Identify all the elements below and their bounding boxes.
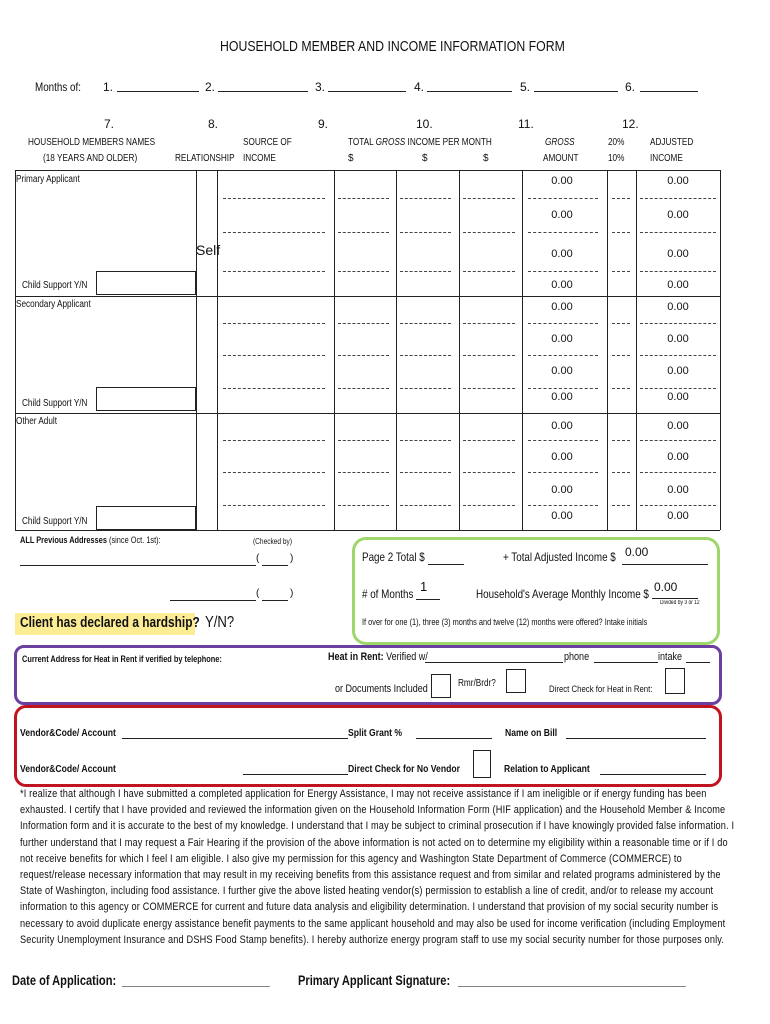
income-entry-m1-field[interactable] — [338, 323, 389, 324]
percent-line — [612, 440, 630, 441]
month-7-num: 7. — [104, 117, 115, 131]
income-entry-m3-field[interactable] — [463, 355, 515, 356]
adjusted-income-value: 0.00 — [667, 484, 689, 496]
header-source-sub: INCOME — [243, 153, 276, 164]
verified-with-field[interactable] — [425, 662, 563, 663]
income-entry-source-field[interactable] — [223, 198, 325, 199]
direct-check-no-vendor-label: Direct Check for No Vendor — [348, 763, 460, 775]
signature-field[interactable]: _____________________________________ — [458, 973, 686, 988]
income-entry-m3-field[interactable] — [463, 323, 515, 324]
month-2-field[interactable] — [218, 91, 308, 92]
income-entry-m3-field[interactable] — [463, 472, 515, 473]
adjusted-income-value: 0.00 — [667, 248, 689, 260]
header-dollar-1: $ — [348, 153, 354, 164]
total-adjusted-value: 0.00 — [625, 545, 649, 559]
income-entry-m3-field[interactable] — [463, 505, 515, 506]
income-entry-m1-field[interactable] — [338, 232, 389, 233]
col-adjusted — [636, 170, 637, 530]
page2-total-field[interactable] — [428, 564, 464, 565]
section-primary: Primary Applicant — [16, 174, 80, 185]
section-secondary: Secondary Applicant — [16, 299, 91, 310]
checked-by-field-2[interactable] — [262, 600, 288, 601]
gross-amount-line — [528, 440, 598, 441]
percent-line — [612, 472, 630, 473]
adjusted-income-value: 0.00 — [667, 391, 689, 403]
adjusted-income-value: 0.00 — [667, 333, 689, 345]
month-5-field[interactable] — [534, 91, 618, 92]
documents-included-checkbox[interactable] — [431, 674, 451, 698]
page-title: HOUSEHOLD MEMBER AND INCOME INFORMATION FORM — [220, 38, 565, 55]
signature-label: Primary Applicant Signature: — [298, 973, 451, 988]
adjusted-income-line — [640, 505, 716, 506]
col-pct — [607, 170, 608, 530]
income-entry-m1-field[interactable] — [338, 388, 389, 389]
month-6-field[interactable] — [640, 91, 698, 92]
gross-amount-value: 0.00 — [551, 209, 573, 221]
percent-line — [612, 355, 630, 356]
vendor-code-field-1[interactable] — [122, 738, 348, 739]
income-entry-m1-field[interactable] — [338, 271, 389, 272]
income-entry-m1-field[interactable] — [338, 505, 389, 506]
header-source: SOURCE OF — [243, 137, 292, 148]
income-entry-m2-field[interactable] — [400, 505, 451, 506]
hardship-yn[interactable]: Y/N? — [205, 614, 235, 631]
avg-monthly-value: 0.00 — [654, 580, 678, 594]
header-gross: GROSS — [545, 137, 575, 148]
child-support-label-1: Child Support Y/N — [22, 280, 88, 291]
month-8-num: 8. — [208, 117, 219, 131]
gross-amount-line — [528, 232, 598, 233]
adjusted-income-value: 0.00 — [667, 451, 689, 463]
gross-amount-value: 0.00 — [551, 248, 573, 260]
direct-check-no-vendor-checkbox[interactable] — [473, 750, 491, 778]
adjusted-income-line — [640, 232, 716, 233]
gross-amount-value: 0.00 — [551, 279, 573, 291]
gross-amount-line — [528, 198, 598, 199]
month-3-field[interactable] — [328, 91, 406, 92]
adjusted-income-line — [640, 440, 716, 441]
header-dollar-3: $ — [483, 153, 489, 164]
relationship-self: Self — [196, 242, 221, 258]
intake-label: intake — [658, 651, 683, 663]
adjusted-income-value: 0.00 — [667, 301, 689, 313]
vendor-code-label-2: Vendor&Code/ Account — [20, 763, 116, 775]
header-adjusted-sub: INCOME — [650, 153, 683, 164]
checked-by-2: ( — [256, 588, 260, 599]
month-1-num: 1. — [103, 80, 114, 94]
gross-amount-line — [528, 323, 598, 324]
header-dollar-2: $ — [422, 153, 428, 164]
hardship-label: Client has declared a hardship? — [20, 615, 200, 631]
percent-line — [612, 505, 630, 506]
name-on-bill-label: Name on Bill — [505, 727, 558, 739]
income-entry-source-field[interactable] — [223, 271, 325, 272]
gross-amount-value: 0.00 — [551, 510, 573, 522]
percent-line — [612, 232, 630, 233]
direct-check-heat-checkbox[interactable] — [665, 668, 685, 694]
income-entry-source-field[interactable] — [223, 388, 325, 389]
adjusted-income-value: 0.00 — [667, 510, 689, 522]
num-months-value: 1 — [420, 579, 428, 594]
heat-in-rent-label: Heat in Rent: Verified w/ — [328, 651, 428, 663]
gross-amount-value: 0.00 — [551, 451, 573, 463]
adjusted-income-line — [640, 198, 716, 199]
checked-by-2-close: ) — [290, 588, 294, 599]
avg-monthly-field[interactable] — [652, 598, 698, 599]
col-month-2 — [396, 170, 397, 530]
intake-field[interactable] — [686, 662, 710, 663]
header-adjusted: ADJUSTED — [650, 137, 694, 148]
header-pct-10: 10% — [608, 153, 625, 164]
header-pct-20: 20% — [608, 137, 625, 148]
income-entry-m3-field[interactable] — [463, 388, 515, 389]
income-entry-source-field[interactable] — [223, 505, 325, 506]
child-support-label-3: Child Support Y/N — [22, 516, 88, 527]
num-months-field[interactable] — [416, 599, 440, 600]
month-3-num: 3. — [315, 80, 326, 94]
col-rel-left — [196, 170, 197, 530]
checked-by-label: (Checked by) — [253, 537, 293, 546]
documents-included-label: or Documents Included — [335, 683, 428, 695]
vendor-code-label-1: Vendor&Code/ Account — [20, 727, 116, 739]
child-support-label-2: Child Support Y/N — [22, 398, 88, 409]
adjusted-income-value: 0.00 — [667, 279, 689, 291]
month-9-num: 9. — [318, 117, 329, 131]
income-entry-m2-field[interactable] — [400, 355, 451, 356]
col-month-1 — [334, 170, 335, 530]
adjusted-income-line — [640, 355, 716, 356]
child-support-field-3[interactable] — [96, 506, 196, 530]
gross-amount-value: 0.00 — [551, 391, 573, 403]
income-entry-m2-field[interactable] — [400, 388, 451, 389]
gross-amount-line — [528, 472, 598, 473]
month-2-num: 2. — [205, 80, 216, 94]
table-top-border — [15, 170, 720, 171]
total-adjusted-field[interactable] — [622, 564, 708, 565]
income-entry-m3-field[interactable] — [463, 440, 515, 441]
previous-addresses-label: ALL Previous Addresses (since Oct. 1st): — [20, 535, 161, 545]
relation-label: Relation to Applicant — [504, 763, 590, 775]
income-entry-m1-field[interactable] — [338, 355, 389, 356]
header-total: TOTAL GROSS INCOME PER MONTH — [348, 137, 492, 148]
percent-line — [612, 198, 630, 199]
gross-amount-value: 0.00 — [551, 333, 573, 345]
total-adjusted-label: + Total Adjusted Income $ — [503, 550, 616, 564]
month-4-field[interactable] — [427, 91, 512, 92]
direct-check-heat-label: Direct Check for Heat in Rent: — [549, 684, 653, 695]
checked-by-field-1[interactable] — [262, 565, 288, 566]
checked-by-1-close: ) — [290, 553, 294, 564]
month-4-num: 4. — [414, 80, 425, 94]
header-relationship: RELATIONSHIP — [175, 153, 235, 164]
child-support-field-1[interactable] — [96, 271, 196, 295]
current-address-label: Current Address for Heat in Rent if verified by telephone: — [22, 654, 222, 664]
table-divider-2 — [15, 413, 720, 414]
adjusted-income-value: 0.00 — [667, 209, 689, 221]
income-entry-m3-field[interactable] — [463, 232, 515, 233]
months-offered-note: If over for one (1), three (3) months and twelve (12) months were offered? Intake initials — [362, 617, 648, 627]
vendor-code-field-2[interactable] — [243, 774, 348, 775]
month-11-num: 11. — [518, 117, 534, 131]
table-right-border — [720, 170, 721, 530]
date-of-application-field[interactable]: ________________________ — [122, 973, 270, 988]
adjusted-income-value: 0.00 — [667, 175, 689, 187]
percent-line — [612, 388, 630, 389]
gross-amount-value: 0.00 — [551, 175, 573, 187]
month-6-num: 6. — [625, 80, 636, 94]
income-entry-m2-field[interactable] — [400, 271, 451, 272]
previous-address-field-2[interactable] — [170, 600, 256, 601]
certification-text: *I realize that although I have submitted a completed application for Energy Assistance, I may not receive assistance if I am ineligible or if energy funding has been exhausted. I certify that I have provided and reviewed the information given on the Household Information Form (HIF application) and the Household Member & Income Information form and it is accurate to the best of my knowledge. I understand that I may be subject to criminal prosecution if I have knowingly provided false information. I further understand that I may request a Fair Hearing if the provision of the above information is not acted on to determine my eligibility within a reasonable time or if I do not receive benefits for which I feel I am eligible. I also give my permission for this agency and Washington State Department of Commerce (COMMERCE) to request/release necessary information that may result in my receiving benefits from this assistance request and from similar and related programs administered by the State of Washington, including food assistance. I further give the above listed heating vendor(s) permission to establish a line of credit, and/or to release my account information to this agency or COMMERCE for current and future data analysis and eligibility determination. I understand that provision of my social security number is necessary to avoid duplicate energy assistance benefit payments to the same applicant household and may also be used for income verification (including Employment Security Unemployment Insurance and DSHS Food Stamp benefits). I hereby authorize energy program staff to use my social security number for those purposes only. — [20, 788, 735, 946]
gross-amount-line — [528, 355, 598, 356]
adjusted-income-value: 0.00 — [667, 420, 689, 432]
gross-amount-value: 0.00 — [551, 484, 573, 496]
income-entry-source-field[interactable] — [223, 472, 325, 473]
name-on-bill-field[interactable] — [566, 738, 706, 739]
section-other: Other Adult — [16, 416, 58, 427]
income-entry-source-field[interactable] — [223, 232, 325, 233]
page2-total-label: Page 2 Total $ — [362, 550, 425, 564]
income-entry-m2-field[interactable] — [400, 440, 451, 441]
gross-amount-value: 0.00 — [551, 420, 573, 432]
adjusted-income-line — [640, 388, 716, 389]
num-months-label: # of Months — [362, 587, 414, 601]
percent-line — [612, 271, 630, 272]
gross-amount-line — [528, 388, 598, 389]
table-left-border — [15, 170, 16, 530]
income-entry-source-field[interactable] — [223, 440, 325, 441]
phone-label: phone — [564, 651, 590, 663]
header-names: HOUSEHOLD MEMBERS NAMES — [28, 137, 156, 148]
income-entry-m1-field[interactable] — [338, 472, 389, 473]
month-1-field[interactable] — [117, 91, 199, 92]
income-entry-source-field[interactable] — [223, 355, 325, 356]
gross-amount-value: 0.00 — [551, 301, 573, 313]
income-entry-m2-field[interactable] — [400, 232, 451, 233]
col-rel-right — [217, 170, 218, 530]
divided-by-note: Divided by 3 or 12 — [660, 600, 700, 606]
rmr-brdr-checkbox[interactable] — [506, 669, 526, 693]
col-gross — [522, 170, 523, 530]
phone-field[interactable] — [594, 662, 658, 663]
avg-monthly-label: Household's Average Monthly Income $ — [476, 587, 649, 601]
gross-amount-line — [528, 271, 598, 272]
date-of-application-label: Date of Application: — [12, 973, 117, 988]
month-5-num: 5. — [520, 80, 531, 94]
percent-line — [612, 323, 630, 324]
income-entry-m3-field[interactable] — [463, 198, 515, 199]
months-label: Months of: — [35, 80, 81, 94]
income-entry-m3-field[interactable] — [463, 271, 515, 272]
col-month-3 — [459, 170, 460, 530]
gross-amount-line — [528, 505, 598, 506]
header-gross-amount: AMOUNT — [543, 153, 579, 164]
previous-address-field-1[interactable] — [20, 565, 256, 566]
header-names-sub: (18 YEARS AND OLDER) — [43, 153, 138, 164]
split-grant-label: Split Grant % — [348, 727, 403, 739]
adjusted-income-value: 0.00 — [667, 365, 689, 377]
income-entry-m1-field[interactable] — [338, 198, 389, 199]
rmr-brdr-label: Rmr/Brdr? — [458, 678, 496, 689]
income-entry-m2-field[interactable] — [400, 198, 451, 199]
split-grant-field[interactable] — [416, 738, 492, 739]
adjusted-income-line — [640, 271, 716, 272]
income-entry-m2-field[interactable] — [400, 472, 451, 473]
month-10-num: 10. — [416, 117, 433, 131]
income-entry-source-field[interactable] — [223, 323, 325, 324]
adjusted-income-line — [640, 323, 716, 324]
income-entry-m2-field[interactable] — [400, 323, 451, 324]
table-bottom-border — [15, 530, 720, 531]
child-support-field-2[interactable] — [96, 387, 196, 411]
income-entry-m1-field[interactable] — [338, 440, 389, 441]
adjusted-income-line — [640, 472, 716, 473]
month-12-num: 12. — [622, 117, 639, 131]
table-divider-1 — [15, 296, 720, 297]
relation-field[interactable] — [600, 774, 706, 775]
gross-amount-value: 0.00 — [551, 365, 573, 377]
checked-by-1: ( — [256, 553, 260, 564]
